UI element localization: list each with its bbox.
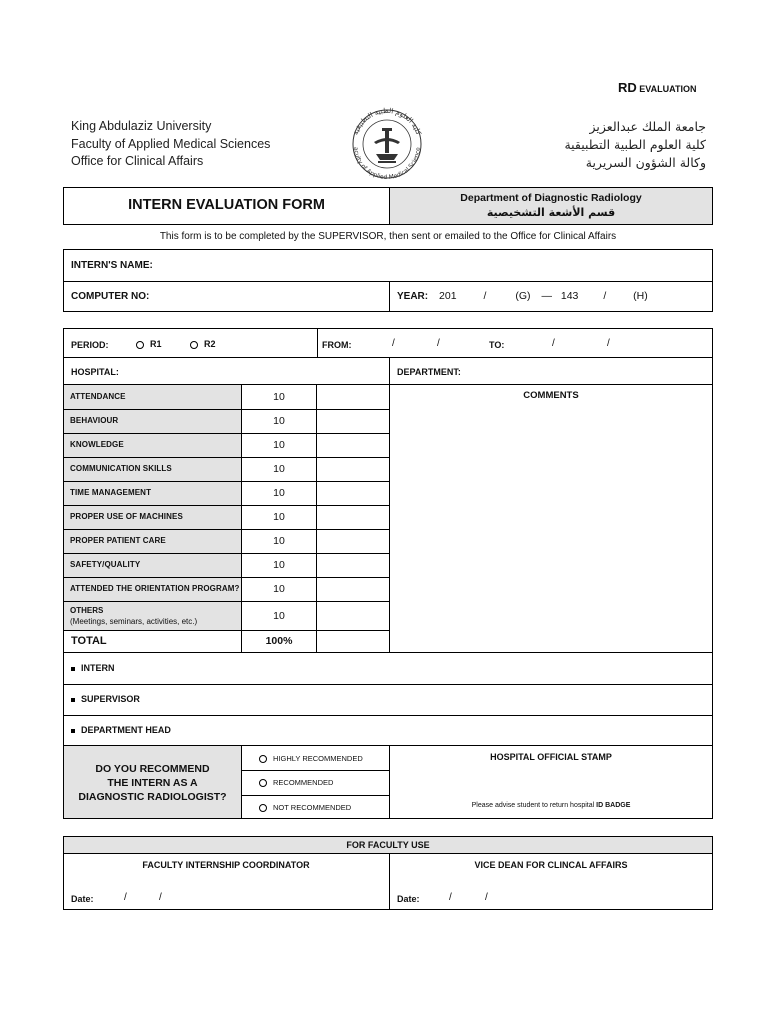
criteria-max-score: 10 — [273, 583, 285, 595]
period-r2-option[interactable] — [190, 339, 216, 349]
computer-no-label: COMPUTER NO: — [71, 291, 150, 302]
university-logo — [344, 104, 430, 180]
option-label: NOT RECOMMENDED — [273, 803, 352, 812]
option-highly-recommended[interactable] — [259, 754, 363, 763]
divider — [241, 746, 242, 819]
intern-name-label: INTERN'S NAME: — [71, 260, 153, 271]
period-label: PERIOD: — [71, 340, 109, 350]
criteria-score-field[interactable] — [318, 555, 388, 575]
year-row[interactable] — [397, 290, 648, 302]
divider — [63, 281, 713, 282]
criteria-label: PROPER PATIENT CARE — [70, 536, 166, 545]
recommend-question-line: THE INTERN AS A — [107, 777, 198, 789]
divider — [389, 281, 390, 312]
radio-circle-icon — [259, 779, 267, 787]
criteria-score-field[interactable] — [318, 507, 388, 527]
divider — [63, 715, 713, 716]
form-code-rest: EVALUATION — [636, 84, 697, 94]
divider — [63, 684, 713, 685]
criteria-score-field[interactable] — [318, 531, 388, 551]
radio-circle-icon — [259, 804, 267, 812]
criteria-label: TIME MANAGEMENT — [70, 488, 152, 497]
slash: / — [603, 290, 607, 302]
recommend-question-line: DIAGNOSTIC RADIOLOGIST? — [78, 791, 227, 803]
date-slash: / — [485, 892, 488, 903]
period-r2-label: R2 — [204, 339, 216, 349]
from-date-slash: / — [392, 338, 395, 349]
criteria-score-field[interactable] — [318, 483, 388, 503]
hospital-label: HOSPITAL: — [71, 367, 119, 377]
office-name-en: Office for Clinical Affairs — [71, 154, 204, 168]
criteria-label: SAFETY/QUALITY — [70, 560, 141, 569]
criteria-max-score: 10 — [273, 511, 285, 523]
divider — [63, 853, 713, 854]
logo-text-top: كلية العلوم الطبية التطبيقية — [351, 106, 423, 136]
divider — [316, 384, 317, 653]
computer-no-field[interactable] — [160, 285, 380, 307]
divider — [241, 795, 389, 796]
from-label: FROM: — [322, 340, 352, 350]
department-name-ar: قسم الأشعة التشخيصية — [486, 206, 616, 219]
faculty-name-en: Faculty of Applied Medical Sciences — [71, 136, 271, 151]
option-label: HIGHLY RECOMMENDED — [273, 754, 363, 763]
logo-text-bottom: aculty of Applied Medical Science — [351, 146, 423, 180]
head-signature-label: DEPARTMENT HEAD — [81, 725, 171, 735]
criteria-score-field[interactable] — [318, 603, 388, 628]
head-signature-row[interactable] — [71, 725, 171, 735]
criteria-score-field[interactable] — [318, 386, 388, 407]
criteria-label: COMMUNICATION SKILLS — [70, 464, 172, 473]
date-slash: / — [159, 892, 162, 903]
criteria-label: KNOWLEDGE — [70, 440, 124, 449]
criteria-max-score: 10 — [273, 463, 285, 475]
period-r1-option[interactable] — [136, 339, 162, 349]
criteria-label: BEHAVIOUR — [70, 416, 119, 425]
option-label: RECOMMENDED — [273, 778, 334, 787]
id-badge-note-text: Please advise student to return hospital — [471, 802, 597, 809]
university-name-ar: جامعة الملك عبدالعزيز — [589, 119, 706, 134]
radio-circle-icon — [259, 755, 267, 763]
date-slash: / — [449, 892, 452, 903]
divider — [317, 328, 318, 357]
option-not-recommended[interactable] — [259, 803, 351, 812]
divider — [63, 357, 713, 358]
gregorian-mark: (G) — [515, 290, 531, 302]
vice-dean-date-field[interactable] — [425, 888, 525, 906]
criteria-score-field[interactable] — [318, 435, 388, 455]
faculty-name-ar: كلية العلوم الطبية التطبيقية — [564, 137, 706, 152]
department-name-en: Department of Diagnostic Radiology — [460, 192, 642, 204]
criteria-max-score: 10 — [273, 487, 285, 499]
criteria-label: ATTENDED THE ORIENTATION PROGRAM? — [70, 584, 240, 593]
hospital-field[interactable] — [130, 361, 380, 381]
form-code — [618, 80, 696, 95]
recommend-question-line: DO YOU RECOMMEND — [95, 763, 210, 775]
vice-dean-label: VICE DEAN FOR CLINCAL AFFAIRS — [474, 860, 628, 870]
faculty-use-header: FOR FACULTY USE — [346, 840, 430, 850]
bullet-icon — [71, 729, 75, 733]
id-badge-note — [390, 802, 712, 809]
divider — [241, 770, 389, 771]
criteria-max-score: 10 — [273, 390, 285, 403]
criteria-max-score: 10 — [273, 559, 285, 571]
intern-name-field[interactable] — [170, 254, 700, 276]
coordinator-label: FACULTY INTERNSHIP COORDINATOR — [142, 860, 310, 870]
bullet-icon — [71, 667, 75, 671]
recommend-question — [64, 762, 241, 804]
year-label: YEAR: — [397, 291, 429, 302]
criteria-score-field[interactable] — [318, 459, 388, 479]
total-value: 100% — [265, 635, 293, 647]
to-date-field[interactable] — [520, 334, 700, 354]
university-name-en: King Abdulaziz University — [71, 119, 212, 133]
criteria-score-field[interactable] — [318, 579, 388, 599]
bullet-icon — [71, 698, 75, 702]
instruction-text: This form is to be completed by the SUPERVISOR, then sent or emailed to the Office for Clinical Affairs — [159, 231, 617, 242]
coordinator-date-label: Date: — [71, 894, 94, 904]
criteria-max-score: 10 — [273, 609, 285, 622]
criteria-label-text: OTHERS — [70, 606, 104, 615]
form-title: INTERN EVALUATION FORM — [128, 197, 325, 213]
department-label: DEPARTMENT: — [397, 367, 461, 377]
from-date-field[interactable] — [360, 334, 470, 354]
coordinator-date-field[interactable] — [100, 888, 200, 906]
year-h-prefix: 143 — [560, 290, 579, 302]
criteria-label: PROPER USE OF MACHINES — [70, 512, 183, 521]
criteria-label: ATTENDANCE — [70, 391, 126, 401]
institution-en — [71, 118, 270, 171]
supervisor-signature-label: SUPERVISOR — [81, 694, 140, 704]
period-r1-label: R1 — [150, 339, 162, 349]
dash: — — [541, 290, 552, 302]
from-date-slash: / — [437, 338, 440, 349]
radio-circle-icon — [136, 341, 144, 349]
slash: / — [483, 290, 487, 302]
to-date-slash: / — [607, 338, 610, 349]
office-name-ar: وكالة الشؤون السريرية — [585, 155, 706, 170]
criteria-max-score: 10 — [273, 535, 285, 547]
criteria-max-score: 10 — [273, 415, 285, 427]
form-code-bold: RD — [618, 80, 637, 95]
total-score-field[interactable] — [318, 630, 388, 651]
comments-label: COMMENTS — [523, 390, 579, 401]
radio-circle-icon — [190, 341, 198, 349]
criteria-label-sub: (Meetings, seminars, activities, etc.) — [70, 617, 198, 626]
comments-field[interactable] — [394, 406, 710, 650]
supervisor-signature-row[interactable] — [71, 694, 140, 704]
intern-signature-label: INTERN — [81, 663, 115, 673]
year-g-prefix: 201 — [439, 290, 457, 302]
hospital-stamp-label: HOSPITAL OFFICIAL STAMP — [490, 752, 612, 762]
department-field[interactable] — [470, 361, 705, 381]
institution-ar — [486, 118, 706, 172]
hijri-mark: (H) — [633, 290, 648, 302]
criteria-score-field[interactable] — [318, 411, 388, 431]
intern-signature-row[interactable] — [71, 663, 115, 673]
to-date-slash: / — [552, 338, 555, 349]
vice-dean-date-label: Date: — [397, 894, 420, 904]
option-recommended[interactable] — [259, 778, 333, 787]
criteria-label — [70, 605, 197, 627]
id-badge-note-bold: ID BADGE — [596, 802, 631, 809]
to-label: TO: — [489, 340, 505, 350]
date-slash: / — [124, 892, 127, 903]
criteria-max-score: 10 — [273, 439, 285, 451]
total-label: TOTAL — [71, 635, 107, 647]
